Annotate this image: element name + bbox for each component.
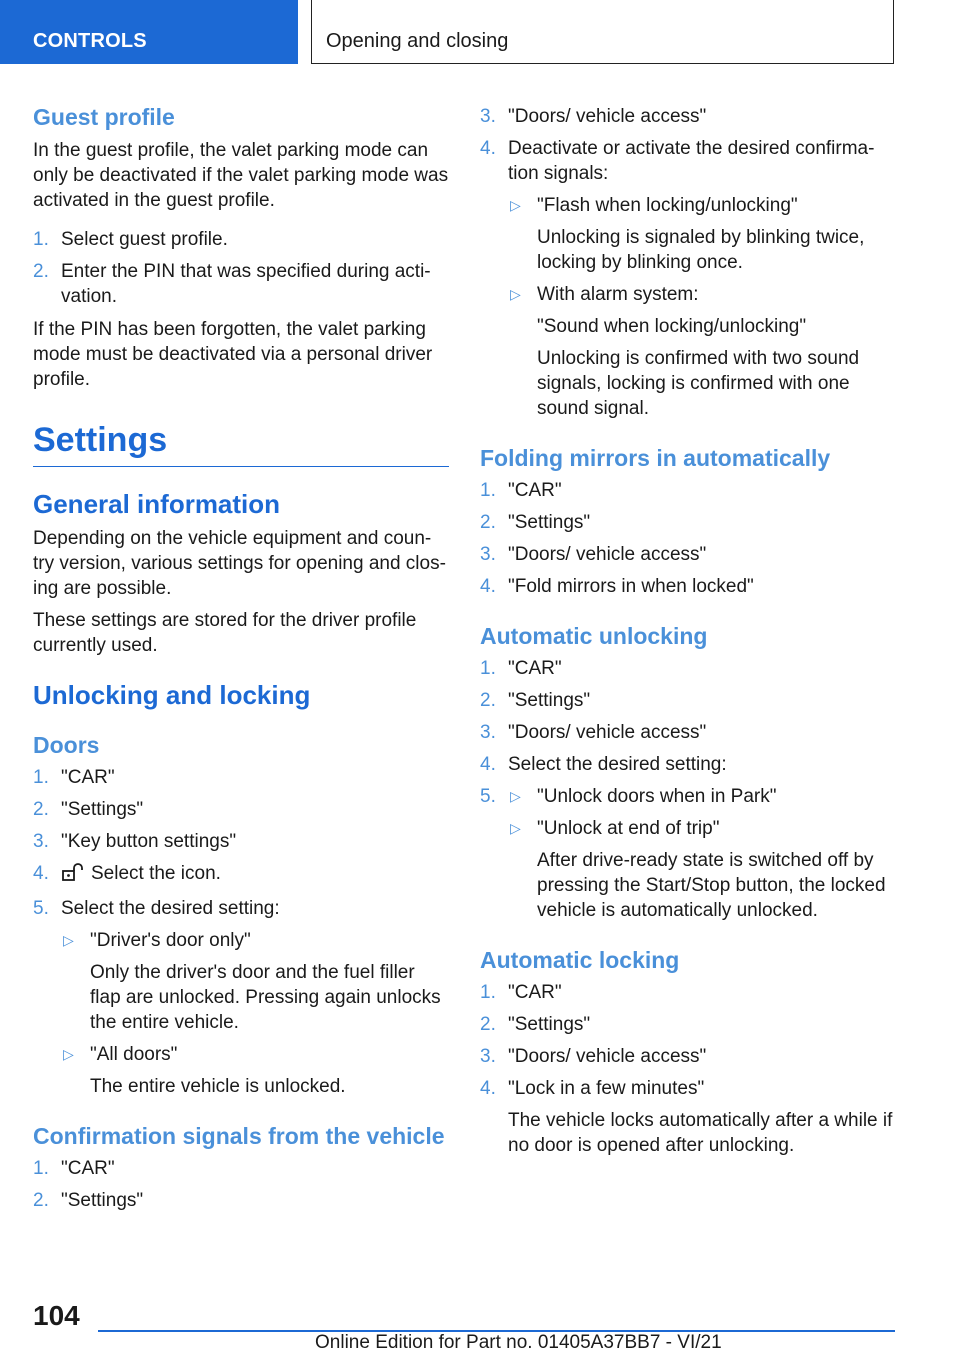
list-item: 4. Select the desired setting: <box>480 754 727 775</box>
list-item: 4. "Fold mirrors in when locked" <box>480 576 754 597</box>
list-item: 4. "Lock in a few minutes" <box>480 1078 705 1099</box>
list-item: 2. "Settings" <box>480 1014 591 1035</box>
left-column <box>33 100 449 1213</box>
option-item: ▷ "Flash when locking/unlocking" <box>510 195 798 216</box>
option-line: "Sound when locking/unlocking" <box>537 316 807 337</box>
right-column <box>480 104 896 1158</box>
list-item: 1. "CAR" <box>33 767 115 788</box>
settings-title: Settings <box>33 420 449 467</box>
option-item: ▷ "Unlock at end of trip" <box>510 818 720 839</box>
option-item: ▷ With alarm system: <box>510 284 699 305</box>
option-item: ▷ "All doors" <box>63 1044 178 1065</box>
folding-mirrors-heading: Folding mirrors in automatically <box>480 445 831 471</box>
doors-heading: Doors <box>33 732 100 758</box>
unlocking-locking-heading: Unlocking and locking <box>33 680 311 710</box>
list-item: 1. Select guest profile. <box>33 229 228 250</box>
automatic-unlocking-heading: Automatic unlocking <box>480 623 708 649</box>
section-label: CONTROLS <box>33 30 147 52</box>
guest-intro: In the guest profile, the valet parking mode can only be deactivated if the valet parking mode was activated in the guest profile. <box>33 140 449 211</box>
list-item: 2. Enter the PIN that was specified during acti-vation. <box>33 261 431 307</box>
list-item: 3. "Doors/ vehicle access" <box>480 544 707 565</box>
option-description: Unlocking is confirmed with two sound signals, locking is confirmed with one sound signal. <box>537 348 860 419</box>
list-item: 1. "CAR" <box>33 1158 115 1179</box>
option-item: 5. ▷ "Unlock doors when in Park" <box>480 786 777 807</box>
list-item: 3. "Doors/ vehicle access" <box>480 1046 707 1067</box>
list-item: 1. "CAR" <box>480 982 562 1003</box>
list-item: 4. Deactivate or activate the desired confirma-tion signals: <box>480 138 875 184</box>
confirmation-signals-heading: Confirmation signals from the vehicle <box>33 1123 445 1149</box>
guest-note: If the PIN has been forgotten, the valet parking mode must be deactivated via a personal driver profile. <box>33 319 433 390</box>
step-description: The vehicle locks automatically after a while if no door is opened after unlocking. <box>508 1110 893 1156</box>
list-item: 1. "CAR" <box>480 480 562 501</box>
list-item: 3. "Doors/ vehicle access" <box>480 106 707 127</box>
option-item: ▷ "Driver's door only" <box>63 930 251 951</box>
guest-profile-heading: Guest profile <box>33 104 175 130</box>
unlock-icon <box>61 862 85 889</box>
general-info-p1: Depending on the vehicle equipment and coun-try version, various settings for opening and clos-ing are possible. <box>33 528 446 599</box>
option-description: Unlocking is signaled by blinking twice, locking by blinking once. <box>537 227 865 273</box>
option-description: After drive-ready state is switched off by pressing the Start/Stop button, the locked vehicle is automatically unlocked. <box>537 850 886 921</box>
page-number: 104 <box>33 1300 80 1331</box>
automatic-locking-heading: Automatic locking <box>480 947 680 973</box>
chapter-tab <box>311 0 894 64</box>
general-info-p2: These settings are stored for the driver profile currently used. <box>33 610 417 656</box>
chapter-label: Opening and closing <box>326 30 509 52</box>
list-item: 2. "Settings" <box>480 512 591 533</box>
general-info-heading: General information <box>33 489 281 519</box>
list-item: 5. Select the desired setting: <box>33 898 280 919</box>
edition-text: Online Edition for Part no. 01405A37BB7 - VI/21 <box>315 1332 722 1353</box>
list-item: 3. "Key button settings" <box>33 831 237 852</box>
section-tab <box>0 0 298 64</box>
list-item: 2. "Settings" <box>33 799 144 820</box>
list-item: 4. Select the icon. <box>33 861 449 889</box>
option-description: Only the driver's door and the fuel filler flap are unlocked. Pressing again unlocks the entire vehicle. <box>90 962 441 1033</box>
list-item: 2. "Settings" <box>480 690 591 711</box>
option-description: The entire vehicle is unlocked. <box>90 1076 346 1097</box>
list-item: 1. "CAR" <box>480 658 562 679</box>
list-item: 3. "Doors/ vehicle access" <box>480 722 707 743</box>
list-item: 2. "Settings" <box>33 1190 144 1211</box>
